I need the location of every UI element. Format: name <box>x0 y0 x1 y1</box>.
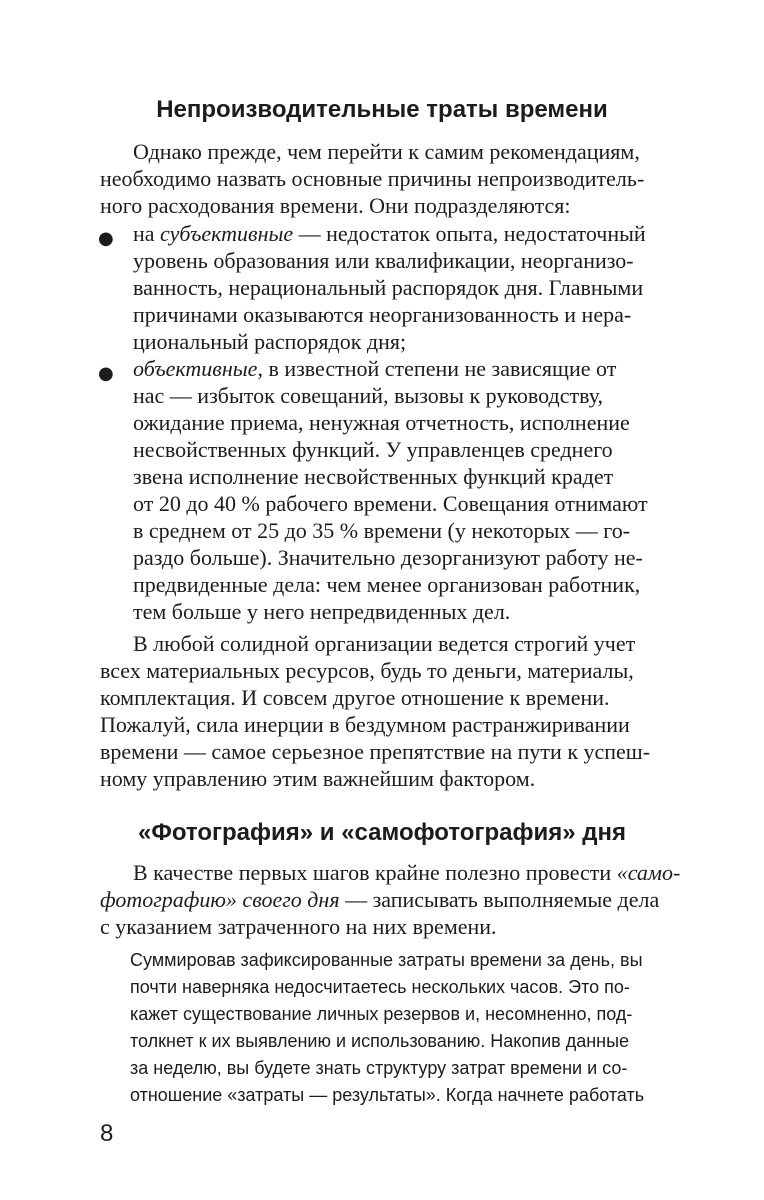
text-line: В качестве первых шагов крайне полезно провести «само- <box>133 860 681 885</box>
text-line: кажет существование личных резервов и, несомненно, под- <box>130 1004 633 1024</box>
text-line: толкнет к их выявлению и использованию. Накопив данные <box>130 1031 630 1051</box>
text-line: В любой солидной организации ведется строгий учет <box>133 631 636 656</box>
text-line: ожидание приема, ненужная отчетность, исполнение <box>133 410 630 435</box>
text-line: комплектация. И совсем другое отношение к времени. <box>100 685 610 710</box>
section-heading-photography: «Фотография» и «самофотография» дня <box>138 819 626 846</box>
text-line: необходимо назвать основные причины непроизводитель- <box>100 166 645 191</box>
text-line: с указанием затраченного на них времени. <box>100 914 497 939</box>
text-line: циональный распорядок дня; <box>133 329 407 354</box>
section-heading-unproductive: Непроизводительные траты времени <box>156 96 608 123</box>
text-line: уровень образования или квалификации, неорганизо- <box>133 248 634 273</box>
text-line: ного расходования времени. Они подразделяются: <box>100 193 571 218</box>
text-line: от 20 до 40 % рабочего времени. Совещания отнимают <box>133 491 648 516</box>
bullet-marker-icon: ● <box>98 363 114 384</box>
text-line: предвиденные дела: чем менее организован работник, <box>133 572 641 597</box>
text-line: фотографию» своего дня — записывать выполняемые дела <box>100 887 660 912</box>
text-line: почти наверняка недосчитаетесь нескольких часов. Это по- <box>130 977 630 997</box>
page-number: 8 <box>100 1120 114 1147</box>
text-line: причинами оказываются неорганизованность и нера- <box>133 302 632 327</box>
term-objective: объективные <box>133 356 258 381</box>
bullet-marker-icon: ● <box>98 228 114 249</box>
text-line: раздо больше). Значительно дезорганизуют работу не- <box>133 545 643 570</box>
text-line: Однако прежде, чем перейти к самим рекомендациям, <box>133 139 640 164</box>
text-line: несвойственных функций. У управленцев среднего <box>133 437 613 462</box>
text-line: Пожалуй, сила инерции в бездумном растранжиривании <box>100 712 630 737</box>
text-line: всех материальных ресурсов, будь то деньги, материалы, <box>100 658 634 683</box>
text-line: за неделю, вы будете знать структуру затрат времени и со- <box>130 1058 628 1078</box>
text-line: тем больше у него непредвиденных дел. <box>133 599 511 624</box>
text-line: ному управлению этим важнейшим фактором. <box>100 766 536 791</box>
term-subjective: субъективные <box>160 221 294 246</box>
text-line: в среднем от 25 до 35 % времени (у некоторых — го- <box>133 518 631 543</box>
text-line: объективные, в известной степени не зависящие от <box>133 356 617 381</box>
text-line: времени — самое серьезное препятствие на пути к успеш- <box>100 739 651 764</box>
text-line: на субъективные — недостаток опыта, недостаточный <box>133 221 646 246</box>
text-line: отношение «затраты — результаты». Когда начнете работать <box>130 1085 645 1105</box>
text-line: Суммировав зафиксированные затраты времени за день, вы <box>130 950 643 970</box>
text-line: ванность, нерациональный распорядок дня. Главными <box>133 275 644 300</box>
text-line: звена исполнение несвойственных функций крадет <box>133 464 614 489</box>
text-line: нас — избыток совещаний, вызовы к руководству, <box>133 383 604 408</box>
